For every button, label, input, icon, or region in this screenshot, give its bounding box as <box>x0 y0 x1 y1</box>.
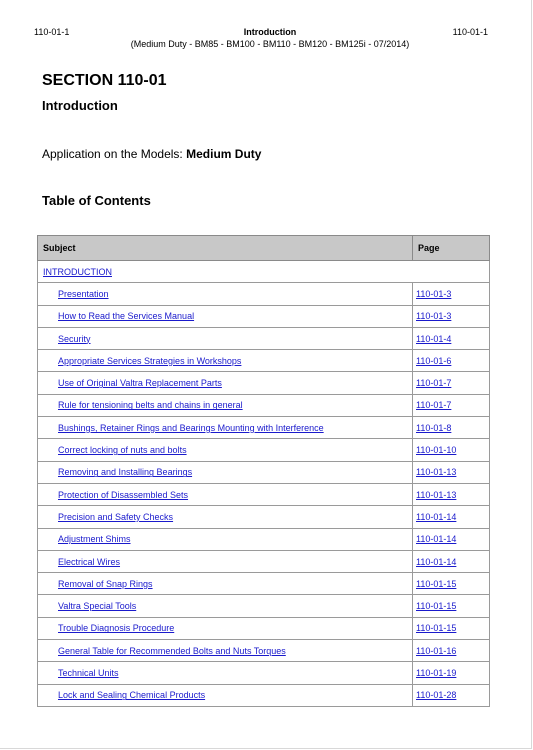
toc-page-cell <box>413 662 490 684</box>
toc-subject-cell <box>38 573 413 595</box>
toc-page-link[interactable]: 110-01-13 <box>416 467 457 478</box>
toc-title: Table of Contents <box>42 193 151 208</box>
toc-category-link[interactable]: INTRODUCTION <box>43 266 112 277</box>
toc-page-link[interactable]: 110-01-28 <box>416 690 457 701</box>
toc-row <box>38 417 490 439</box>
toc-row <box>38 506 490 528</box>
toc-page-cell <box>413 528 490 550</box>
toc-page-link[interactable]: 110-01-8 <box>416 422 452 433</box>
toc-page-cell <box>413 350 490 372</box>
toc-subject-cell <box>38 461 413 483</box>
toc-subject-link[interactable]: Electrical Wires <box>58 556 121 567</box>
toc-subject-cell <box>38 550 413 572</box>
toc-page-link[interactable]: 110-01-14 <box>416 556 457 567</box>
toc-subject-cell <box>38 617 413 639</box>
toc-subject-link[interactable]: Valtra Special Tools <box>58 601 137 612</box>
toc-subject-link[interactable]: Bushings, Retainer Rings and Bearings Mounting with Interference <box>58 422 324 433</box>
toc-subject-cell <box>38 595 413 617</box>
toc-row <box>38 327 490 349</box>
toc-row <box>38 640 490 662</box>
toc-row <box>38 573 490 595</box>
toc-row <box>38 372 490 394</box>
toc-row <box>38 684 490 706</box>
toc-row <box>38 350 490 372</box>
toc-subject-cell <box>38 483 413 505</box>
toc-page-cell <box>413 283 490 305</box>
toc-subject-cell <box>38 439 413 461</box>
toc-row <box>38 595 490 617</box>
models-value: Medium Duty <box>186 147 262 161</box>
toc-table <box>37 235 490 707</box>
toc-page-cell <box>413 550 490 572</box>
toc-page-link[interactable]: 110-01-7 <box>416 400 452 411</box>
col-page-header: Page <box>413 236 490 261</box>
toc-subject-link[interactable]: Adjustment Shims <box>58 534 131 545</box>
toc-subject-cell <box>38 305 413 327</box>
toc-page-link[interactable]: 110-01-6 <box>416 355 452 366</box>
toc-header-row <box>38 236 490 261</box>
toc-subject-link[interactable]: Protection of Disassembled Sets <box>58 489 189 500</box>
section-title: SECTION 110-01 <box>42 72 167 89</box>
toc-subject-cell <box>38 417 413 439</box>
toc-page-cell <box>413 617 490 639</box>
toc-subject-cell <box>38 283 413 305</box>
toc-subject-cell <box>38 684 413 706</box>
header-title: Introduction <box>243 27 297 37</box>
toc-category-row <box>38 261 490 283</box>
toc-page-link[interactable]: 110-01-16 <box>416 645 457 656</box>
toc-subject-link[interactable]: Use of Original Valtra Replacement Parts <box>58 378 222 389</box>
models-line <box>42 147 261 161</box>
toc-subject-link[interactable]: Presentation <box>58 288 109 299</box>
toc-page-link[interactable]: 110-01-13 <box>416 489 457 500</box>
toc-subject-link[interactable]: Security <box>58 333 91 344</box>
header-page-code-right: 110-01-1 <box>452 27 488 37</box>
toc-subject-link[interactable]: Precision and Safety Checks <box>58 511 174 522</box>
toc-page-cell <box>413 461 490 483</box>
toc-subject-link[interactable]: Appropriate Services Strategies in Workshops <box>58 355 242 366</box>
toc-subject-link[interactable]: Lock and Sealing Chemical Products <box>58 690 206 701</box>
toc-row <box>38 550 490 572</box>
header-subtitle: (Medium Duty - BM85 - BM100 - BM110 - BM120 - BM125i - 07/2014) <box>130 39 410 49</box>
toc-body <box>38 261 490 707</box>
toc-subject-link[interactable]: General Table for Recommended Bolts and Nuts Torques <box>58 645 286 656</box>
section-subtitle: Introduction <box>42 98 118 113</box>
col-subject-header: Subject <box>38 236 413 261</box>
toc-subject-cell <box>38 372 413 394</box>
toc-page-cell <box>413 684 490 706</box>
toc-page-cell <box>413 372 490 394</box>
toc-subject-link[interactable]: Trouble Diagnosis Procedure <box>58 623 175 634</box>
toc-page-cell <box>413 439 490 461</box>
toc-subject-cell <box>38 350 413 372</box>
toc-subject-link[interactable]: Correct locking of nuts and bolts <box>58 445 187 456</box>
toc-row <box>38 439 490 461</box>
toc-page-link[interactable]: 110-01-14 <box>416 511 457 522</box>
toc-page-cell <box>413 573 490 595</box>
toc-subject-cell <box>38 394 413 416</box>
toc-page-cell <box>413 506 490 528</box>
toc-subject-link[interactable]: Removal of Snap Rings <box>58 578 153 589</box>
toc-page-link[interactable]: 110-01-15 <box>416 601 457 612</box>
toc-subject-link[interactable]: Technical Units <box>58 667 119 678</box>
toc-subject-cell <box>38 327 413 349</box>
toc-row <box>38 483 490 505</box>
toc-row <box>38 394 490 416</box>
toc-page-cell <box>413 305 490 327</box>
toc-page-link[interactable]: 110-01-15 <box>416 623 457 634</box>
toc-row <box>38 528 490 550</box>
toc-subject-link[interactable]: Rule for tensioning belts and chains in general <box>58 400 243 411</box>
toc-row <box>38 461 490 483</box>
toc-subject-link[interactable]: How to Read the Services Manual <box>58 311 195 322</box>
header-page-code-left: 110-01-1 <box>34 27 70 37</box>
toc-page-cell <box>413 394 490 416</box>
toc-page-link[interactable]: 110-01-15 <box>416 578 457 589</box>
toc-page-link[interactable]: 110-01-19 <box>416 667 457 678</box>
toc-subject-cell <box>38 528 413 550</box>
toc-subject-cell <box>38 662 413 684</box>
toc-subject-cell <box>38 640 413 662</box>
toc-subject-cell <box>38 506 413 528</box>
toc-page-cell <box>413 417 490 439</box>
toc-page-link[interactable]: 110-01-3 <box>416 288 452 299</box>
toc-row <box>38 283 490 305</box>
toc-category-cell <box>38 261 490 283</box>
toc-page-link[interactable]: 110-01-3 <box>416 311 452 322</box>
models-label: Application on the Models: <box>42 147 183 161</box>
toc-page-link[interactable]: 110-01-14 <box>416 534 457 545</box>
toc-page-cell <box>413 327 490 349</box>
toc-page-link[interactable]: 110-01-7 <box>416 378 452 389</box>
toc-row <box>38 305 490 327</box>
toc-page-link[interactable]: 110-01-4 <box>416 333 452 344</box>
toc-page-cell <box>413 595 490 617</box>
toc-page-cell <box>413 483 490 505</box>
toc-row <box>38 617 490 639</box>
toc-subject-link[interactable]: Removing and Installing Bearings <box>58 467 193 478</box>
toc-page-link[interactable]: 110-01-10 <box>416 445 457 456</box>
running-header <box>110 26 430 50</box>
toc-page-cell <box>413 640 490 662</box>
toc-row <box>38 662 490 684</box>
